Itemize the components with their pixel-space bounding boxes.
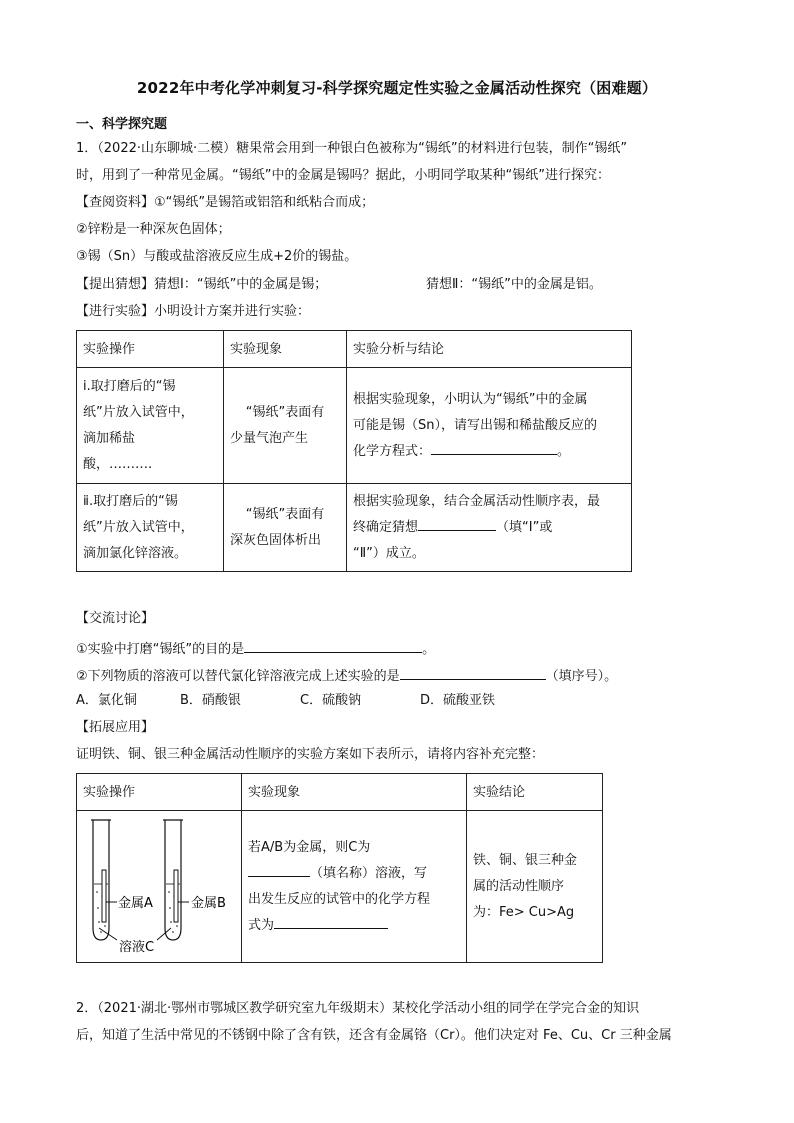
obs-text: （填名称）溶液，写 (310, 865, 428, 881)
op-text: 纸”片放入试管中， (83, 519, 194, 535)
table-header: 实验现象 (224, 331, 347, 368)
table-header: 实验分析与结论 (347, 331, 632, 368)
con-text: 根据实验现象，小明认为“锡纸”中的金属 (353, 391, 588, 407)
con-text: （填“Ⅰ”或 (496, 519, 553, 535)
page-title: 2022年中考化学冲刺复习-科学探究题定性实验之金属活动性探究（困难题） (136, 79, 658, 97)
answer-blank[interactable] (418, 516, 496, 531)
test-tube-diagram (77, 812, 241, 962)
table-header: 实验现象 (242, 774, 467, 811)
answer-blank[interactable] (274, 914, 388, 929)
discussion-q1-text: ①实验中打磨“锡纸”的目的是 (76, 642, 245, 657)
answer-blank[interactable] (244, 638, 422, 653)
discussion-heading: 【交流讨论】 (76, 611, 155, 626)
discussion-q2 (76, 665, 617, 686)
answer-blank[interactable] (248, 862, 310, 877)
label-solution-c: 溶液C (119, 939, 155, 955)
con-text: 属的活动性顺序 (473, 878, 565, 894)
table-header: 实验操作 (77, 774, 242, 811)
q1-line2: 时，用到了一种常见金属。“锡纸”中的金属是锡吗？据此，小明同学取某种“锡纸”进行探究： (76, 168, 610, 183)
experiment-intro: 【进行实验】小明设计方案并进行实验： (76, 304, 311, 319)
obs-text: “锡纸”表面有 (245, 404, 325, 420)
label-metal-b: 金属B (191, 895, 226, 911)
punctuation: 。 (557, 443, 571, 459)
con-text: “Ⅱ”）成立。 (353, 545, 425, 561)
option-c: C．硫酸钠 (300, 693, 362, 708)
op-text: 滴加稀盐 (83, 430, 136, 446)
hypothesis-2: 猜想Ⅱ：“锡纸”中的金属是铝。 (426, 277, 602, 292)
q2-line2: 后，知道了生活中常见的不锈钢中除了含有铁，还含有金属铬（Cr）。他们决定对 Fe、Cu、Cr 三种金属 (76, 1028, 672, 1043)
op-text: ⅱ.取打磨后的“锡 (83, 493, 178, 509)
op-text: 酸，………. (83, 456, 153, 472)
option-a: A．氯化铜 (76, 693, 137, 708)
q2-line1: 2．（2021·湖北·鄂州市鄂城区教学研究室九年级期末）某校化学活动小组的同学在学完合金的知识 (76, 1001, 640, 1016)
obs-text: “锡纸”表面有 (245, 506, 325, 522)
con-text: 终确定猜想 (353, 519, 419, 535)
q1-line1: 1．（2022·山东聊城·二模）糖果常会用到一种银白色被称为“锡纸”的材料进行包装，制作“锡纸” (76, 141, 628, 156)
discussion-q1 (76, 638, 435, 659)
obs-text: 出发生反应的试管中的化学方程 (248, 891, 431, 907)
table-row (77, 368, 632, 484)
extension-table (76, 773, 603, 963)
con-text: 铁、铜、银三种金 (473, 852, 578, 868)
answer-blank[interactable] (400, 665, 546, 680)
table-row (77, 484, 632, 572)
op-text: 滴加氯化锌溶液。 (83, 545, 188, 561)
answer-blank[interactable] (431, 440, 557, 455)
option-b: B．硝酸银 (180, 693, 241, 708)
test-tube-figure-cell (77, 811, 242, 963)
punctuation: 。 (422, 642, 436, 657)
extension-text: 证明铁、铜、银三种金属活动性顺序的实验方案如下表所示，请将内容补充完整： (76, 747, 545, 762)
obs-text: 少量气泡产生 (230, 430, 309, 446)
con-text: 为：Fe> Cu>Ag (473, 904, 575, 920)
option-d: D．硫酸亚铁 (420, 693, 496, 708)
test-tube-right (165, 820, 181, 940)
table-header: 实验操作 (77, 331, 224, 368)
obs-text: 式为 (248, 917, 275, 933)
info-line3: ③锡（Sn）与酸或盐溶液反应生成+2价的锡盐。 (76, 249, 358, 264)
obs-text: 若A/B为金属，则C为 (248, 839, 371, 855)
discussion-q2-hint: （填序号）。 (545, 669, 618, 684)
table-header: 实验结论 (467, 774, 603, 811)
info-line2: ②锌粉是一种深灰色固体； (76, 222, 231, 237)
info-line1: 【查阅资料】①“锡纸”是锡箔或铝箔和纸粘合而成； (76, 195, 375, 210)
op-text: ⅰ.取打磨后的“锡 (83, 378, 176, 394)
discussion-q2-text: ②下列物质的溶液可以替代氯化锌溶液完成上述实验的是 (76, 669, 400, 684)
con-text: 根据实验现象，结合金属活动性顺序表，最 (353, 493, 601, 509)
hypothesis-1: 【提出猜想】猜想Ⅰ：“锡纸”中的金属是锡； (76, 277, 328, 292)
experiment-table (76, 330, 632, 572)
section-heading: 一、科学探究题 (76, 117, 168, 132)
op-text: 纸”片放入试管中， (83, 404, 194, 420)
test-tube-left (93, 820, 109, 940)
table-row (77, 811, 603, 963)
con-text: 可能是锡（Sn），请写出锡和稀盐酸反应的 (353, 417, 597, 433)
extension-heading: 【拓展应用】 (76, 720, 155, 735)
con-text: 化学方程式： (353, 443, 432, 459)
obs-text: 深灰色固体析出 (230, 532, 322, 548)
label-metal-a: 金属A (118, 895, 153, 911)
